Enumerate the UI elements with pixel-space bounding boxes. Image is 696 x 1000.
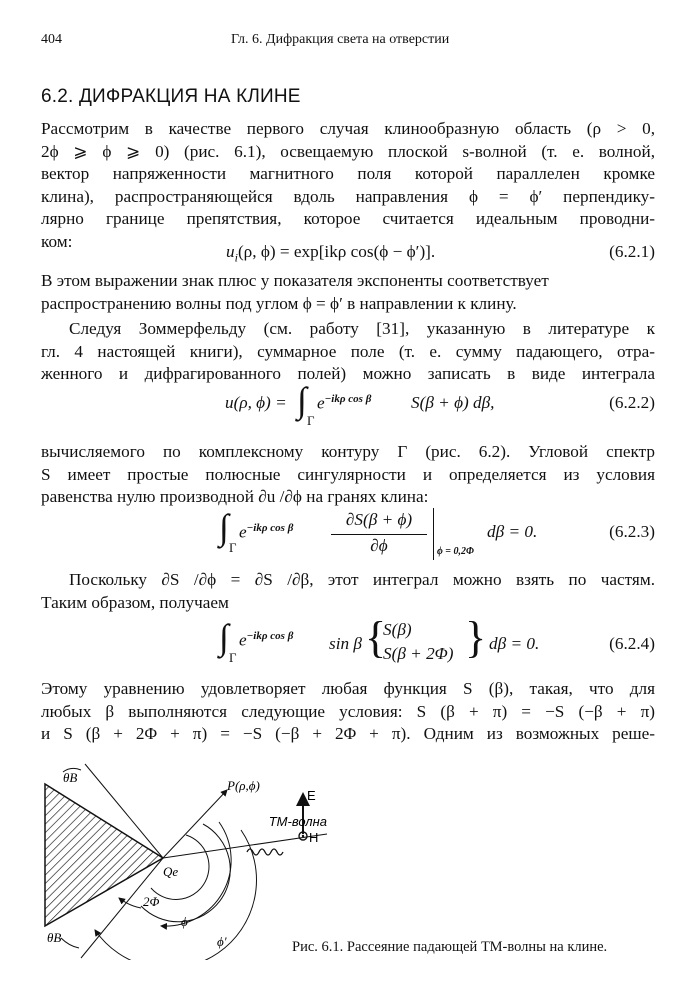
- equation-number: (6.2.3): [609, 522, 655, 541]
- page-header: [41, 32, 654, 54]
- eq-args: (ρ, ϕ) = exp[ikρ cos(ϕ − ϕ′)].: [237, 242, 436, 261]
- text-line: Таким образом, получаем: [41, 592, 229, 612]
- evaluation-bar: [433, 508, 434, 560]
- equation-number: (6.2.2): [609, 393, 655, 412]
- eq-lhs: u(ρ, ϕ) =: [225, 393, 287, 412]
- theta-label-top: θB: [63, 770, 78, 785]
- running-title: Гл. 6. Дифракция света на отверстии: [231, 32, 450, 47]
- two-phi-label: 2Φ: [143, 894, 160, 909]
- equation-number: (6.2.1): [609, 242, 655, 261]
- text-line: лярно границе препятствия, которое считается идеальным проводни-: [41, 209, 655, 229]
- sin-term: sin β: [329, 634, 362, 653]
- arc-two-phi-arrow: [119, 898, 141, 908]
- arc-inner: [151, 835, 209, 899]
- section-title: 6.2. ДИФРАКЦИЯ НА КЛИНЕ: [41, 86, 301, 107]
- paragraph-5: [41, 569, 655, 614]
- point-p-label: P(ρ,ϕ): [227, 778, 260, 793]
- equation-6-2-1: [41, 242, 655, 272]
- ray-to-point-p: [163, 790, 227, 858]
- e-field-label: E: [307, 788, 316, 803]
- text-line: любых β выполняются следующие условия: S (β + π) = −S (−β + π): [41, 701, 655, 721]
- theta-label-bottom: θB: [47, 930, 62, 945]
- integral-sign: ∫: [219, 617, 229, 657]
- integral-sign: ∫: [297, 380, 307, 420]
- text-line: вычисляемого по комплексному контуру Γ (рис. 6.2). Угловой спектр: [41, 442, 655, 461]
- text-line: S имеет простые полюсные сингулярности и определяется из условия: [41, 464, 655, 484]
- left-brace: {: [365, 613, 387, 662]
- phi-label: ϕ: [181, 914, 188, 929]
- tm-wave-label: TM-волна: [268, 814, 327, 829]
- evaluation-limits: ϕ = 0,2Φ: [437, 546, 474, 557]
- text-line: Рассмотрим в качестве первого случая клинообразную область (ρ > 0,: [41, 119, 655, 138]
- eq-rhs: dβ = 0.: [487, 522, 538, 541]
- text-line: равенства нулю производной ∂u /∂ϕ на гранях клина:: [41, 487, 429, 507]
- eq-body: S(β + ϕ) dβ,: [411, 393, 495, 412]
- eq-lhs: u: [226, 242, 235, 261]
- exp-superscript: −ikρ cos β: [246, 522, 294, 534]
- figure-caption: Рис. 6.1. Рассеяние падающей ТМ-волны на клине.: [292, 939, 608, 955]
- fraction-numerator: ∂S(β + ϕ): [345, 510, 413, 529]
- text-line: и S (β + 2Φ + π) = −S (−β + 2Φ + π). Одним из возможных реше-: [41, 724, 655, 744]
- eq-subscript: i: [234, 250, 238, 265]
- page-number: 404: [41, 32, 62, 47]
- equation-6-2-4: ∫ Γ $e^{-ik\rho cos \beta}$ sin β { S(β) S(β + 2Φ) } dβ = 0. (6.2.4): [219, 613, 655, 665]
- incident-ray: [163, 834, 327, 858]
- brace-top: S(β): [383, 620, 412, 639]
- equation-6-2-3: ∫ Γ $e^{-ik\rho cos \beta}$ ∂S(β + ϕ) ∂ϕ ϕ = 0,2Φ dβ = 0. (6.2.3): [41, 510, 655, 568]
- h-field-label: H: [309, 830, 319, 845]
- paragraph-4: [41, 441, 655, 509]
- right-brace: }: [465, 613, 487, 662]
- paragraph-1: [41, 118, 655, 254]
- integral-contour: Γ: [229, 540, 237, 555]
- paragraph-6: [41, 678, 655, 746]
- text-line: Следуя Зоммерфельду (см. работу [31], указанную в литературе к: [69, 319, 655, 338]
- integral-sign: ∫: [219, 507, 229, 547]
- eq-rhs: dβ = 0.: [489, 634, 540, 653]
- equation-number: (6.2.4): [609, 634, 655, 653]
- theta-arc-bottom: [61, 938, 79, 948]
- integral-contour: Γ: [307, 413, 315, 428]
- text-line: Поскольку ∂S /∂ϕ = ∂S /∂β, этот интеграл можно взять по частям.: [69, 570, 655, 589]
- fraction-bar: [331, 534, 427, 535]
- text-line: ком:: [41, 231, 73, 251]
- exp-superscript: −ikρ cos β: [324, 393, 372, 405]
- phi-prime-label: ϕ′: [217, 934, 227, 949]
- origin-label: Qe: [163, 864, 179, 879]
- paragraph-2: [41, 270, 655, 315]
- integral-contour: Γ: [229, 650, 237, 665]
- text-line: женного и дифрагированного полей) можно записать в виде интеграла: [41, 364, 655, 384]
- text-line: распространению волны под углом ϕ = ϕ′ в направлении к клину.: [41, 293, 517, 313]
- paragraph-3: [41, 318, 655, 386]
- exp-superscript: −ikρ cos β: [246, 630, 294, 642]
- text-line: Этому уравнению удовлетворяет любая функция S (β), такая, что для: [41, 679, 655, 698]
- wedge-diffraction-figure: [41, 760, 331, 960]
- brace-bottom: S(β + 2Φ): [383, 644, 454, 663]
- text-line: 2ϕ ⩾ ϕ ⩾ 0) (рис. 6.1), освещаемую плоской s-волной (т. е. волной,: [41, 141, 655, 161]
- text-line: В этом выражении знак плюс у показателя экспоненты соответствует: [41, 271, 549, 290]
- text-line: клина), распространяющейся вдоль направления ϕ = ϕ′ перпендику-: [41, 186, 655, 206]
- fraction-denominator: ∂ϕ: [370, 536, 388, 555]
- equation-6-2-2: u(ρ, ϕ) = ∫ Γ $e^{-ik\rho cos \beta}$ S(β + ϕ) dβ, (6.2.2): [225, 380, 655, 428]
- text-line: вектор напряженности магнитного поля которой параллелен кромке: [41, 164, 655, 184]
- text-line: гл. 4 настоящей книги), суммарное поле (т. е. сумму падающего, отра-: [41, 341, 655, 361]
